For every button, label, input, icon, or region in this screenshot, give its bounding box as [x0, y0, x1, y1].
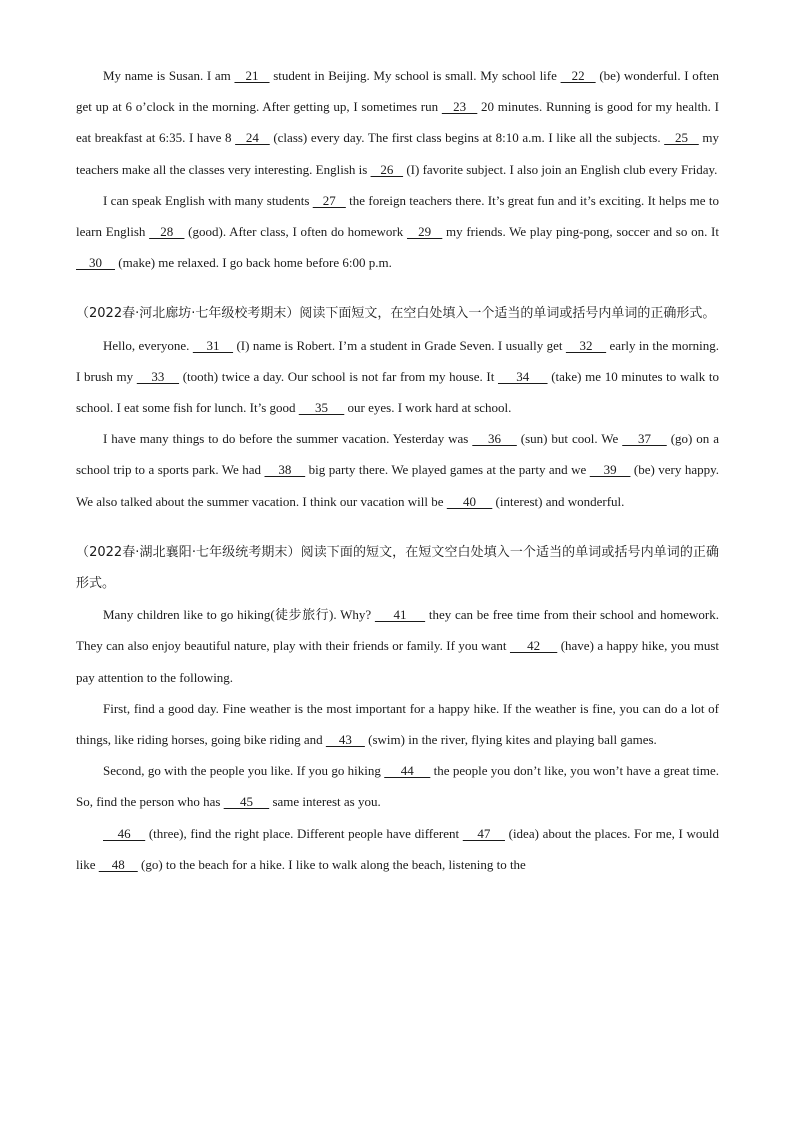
passage-text: (I) name is Robert. I’m a student in Grade Seven. I usually get [233, 337, 566, 353]
passage-text: the people you don’t like, you won’t have a great time. So, find the person who has [76, 763, 719, 810]
answer-blank: 43 [325, 732, 365, 748]
answer-blank: 26 [370, 161, 404, 177]
paragraph [76, 330, 719, 424]
passage-text: Hello, everyone. [103, 337, 193, 353]
answer-blank: 45 [223, 794, 270, 810]
passage-text: my teachers make all the classes very interesting. English is [76, 130, 719, 177]
passage-text: same interest as you. [269, 794, 381, 810]
passage-text: First, find a good day. Fine weather is the most important for a happy hike. If the weather is fine, you can do a lot of things, like riding horses, going bike riding and [76, 700, 719, 748]
passage-text: (be) very happy. We also talked about the summer vacation. I think our vacation will be [76, 462, 720, 509]
passage-text: the foreign teachers there. It’s great fun and it’s exciting. It helps me to learn English [76, 192, 720, 240]
passage-text: they can be free time from their school and homework. They can also enjoy beautiful nature, play with their friends or family. If you want [76, 607, 719, 654]
answer-blank: 42 [509, 638, 558, 654]
answer-blank: 25 [664, 130, 699, 146]
passage-text: (tooth) twice a day. Our school is not far from my house. It [179, 368, 498, 384]
passage-text: Many children like to go hiking(徒步旅行). Why? [103, 607, 375, 623]
answer-blank: 36 [472, 431, 517, 447]
answer-blank: 24 [235, 130, 270, 146]
passage-text: (swim) in the river, flying kites and playing ball games. [364, 732, 657, 748]
answer-blank: 33 [136, 368, 180, 384]
paragraph [76, 599, 719, 693]
paragraph [76, 755, 719, 817]
answer-blank: 22 [560, 68, 596, 83]
passage-text: big party there. We played games at the party and we [305, 462, 590, 478]
answer-blank: 39 [589, 462, 631, 478]
passage-text: early in the morning. I brush my [76, 337, 720, 384]
answer-blank: 47 [462, 825, 505, 841]
passage-3-heading: （2022春·湖北襄阳·七年级统考期末）阅读下面的短文，在短文空白处填入一个适当的单词或括号内单词的正确形式。 [76, 544, 719, 592]
answer-blank: 29 [406, 224, 443, 240]
passage-text: Second, go with the people you like. If you go hiking [103, 763, 385, 779]
passage-text: (idea) about the places. For me, I would like [76, 825, 719, 872]
passage-text: (class) every day. The first class begins at 8:10 a.m. I like all the subjects. [269, 130, 665, 146]
answer-blank: 23 [441, 99, 478, 115]
passage-text: 20 minutes. Running is good for my health. I eat breakfast at 6:35. I have 8 [76, 99, 720, 146]
answer-blank: 30 [76, 255, 115, 271]
passage-text: (take) me 10 minutes to walk to school. I eat some fish for lunch. It’s good [76, 368, 719, 416]
passage-text: our eyes. I work hard at school. [344, 400, 512, 416]
answer-blank: 44 [384, 763, 431, 779]
passage-text: (sun) but cool. We [516, 431, 623, 447]
passage-text: student in Beijing. My school is small. My school life [269, 68, 561, 83]
passage-text: (good). After class, I often do homework [184, 224, 407, 240]
answer-blank: 46 [103, 825, 146, 841]
passage-text: (go) to the beach for a hike. I like to walk along the beach, listening to the [137, 856, 526, 872]
answer-blank: 27 [312, 192, 346, 208]
answer-blank: 35 [298, 400, 345, 416]
answer-blank: 38 [264, 462, 306, 478]
passage-text: (three), find the right place. Different people have different [145, 825, 463, 841]
passage-1 [76, 60, 719, 278]
answer-blank: 32 [565, 337, 607, 353]
answer-blank: 37 [622, 431, 667, 447]
answer-blank: 40 [446, 493, 493, 509]
answer-blank: 31 [192, 337, 234, 353]
passage-text: (be) wonderful. I often get up at 6 o’clock in the morning. After getting up, I sometimes run [76, 68, 719, 115]
passage-text: (go) on a school trip to a sports park. We had [76, 431, 719, 478]
answer-blank: 34 [497, 368, 548, 384]
paragraph [76, 60, 719, 185]
paragraph [76, 818, 719, 880]
answer-blank: 48 [98, 856, 138, 872]
answer-blank: 21 [234, 68, 270, 83]
passage-text: (interest) and wonderful. [492, 493, 625, 509]
passage-text: (I) favorite subject. I also join an English club every Friday. [403, 161, 718, 177]
answer-blank: 41 [374, 607, 426, 623]
paragraph [76, 423, 719, 517]
passage-2 [76, 330, 719, 517]
answer-blank: 28 [149, 224, 185, 240]
passage-text: My name is Susan. I am [103, 68, 235, 83]
paragraph [76, 693, 719, 755]
passage-text: (have) a happy hike, you must pay attention to the following. [76, 638, 719, 685]
passage-text: I can speak English with many students [103, 192, 313, 208]
passage-3 [76, 599, 719, 880]
document-page [76, 60, 719, 880]
passage-text: (make) me relaxed. I go back home before 6:00 p.m. [115, 255, 392, 271]
passage-2-heading: （2022春·河北廊坊·七年级校考期末）阅读下面短文，在空白处填入一个适当的单词或括号内单词的正确形式。 [76, 306, 716, 322]
paragraph [76, 185, 719, 279]
passage-text: I have many things to do before the summer vacation. Yesterday was [103, 431, 473, 447]
passage-text: my friends. We play ping-pong, soccer and so on. It [442, 224, 719, 240]
